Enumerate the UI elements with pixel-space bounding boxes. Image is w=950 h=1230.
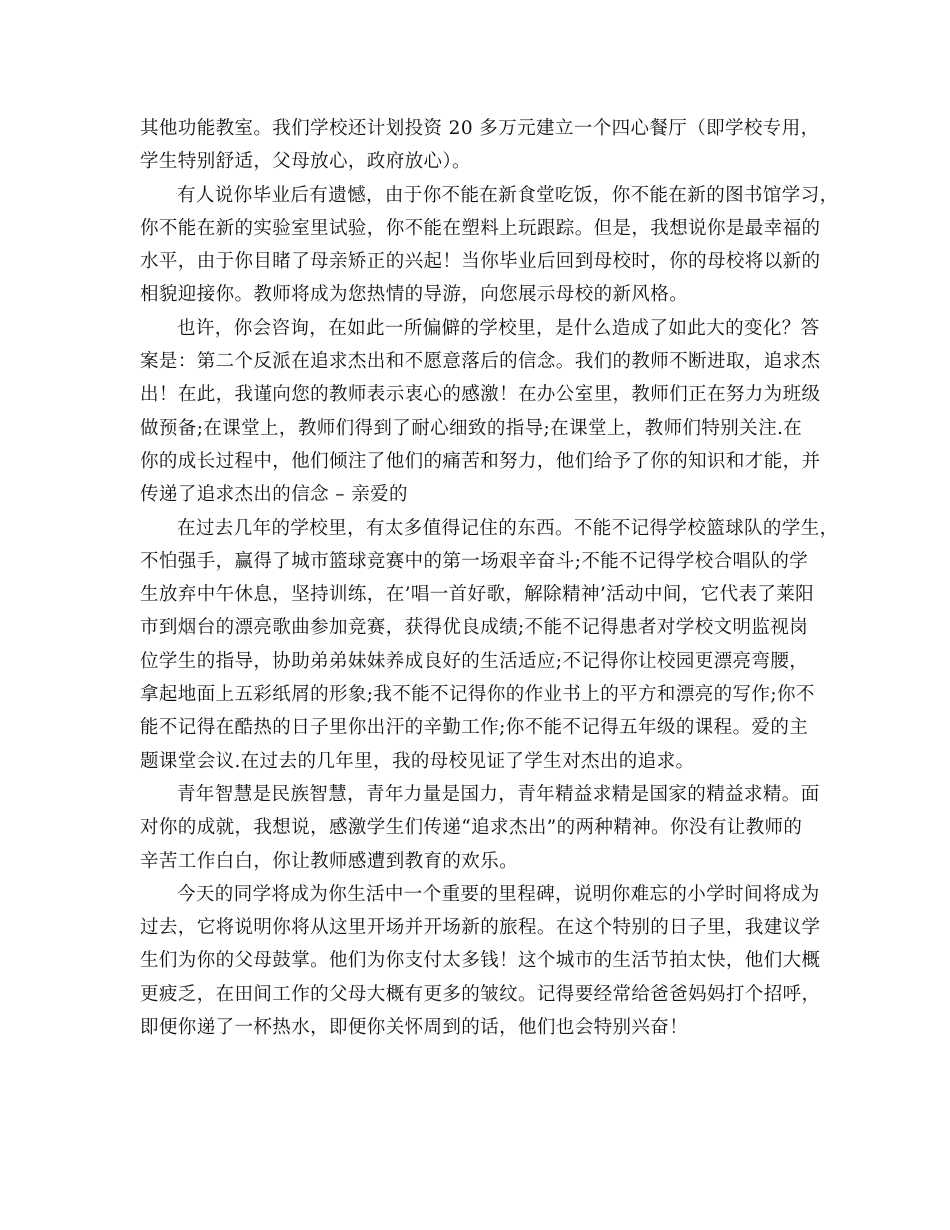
text-line: 你不能在新的实验室里试验，你不能在塑料上玩跟踪。但是，我想说你是最幸福的 (140, 217, 821, 239)
text-line: 能不记得在酷热的日子里你出汗的辛勤工作;你不能不记得五年级的课程。爱的主 (140, 717, 809, 739)
text-line: 拿起地面上五彩纸屑的形象;我不能不记得你的作业书上的平方和漂亮的写作;你不 (140, 684, 815, 706)
text-line: 做预备;在课堂上，教师们得到了耐心细致的指导;在课堂上，教师们特别关注.在 (140, 417, 803, 439)
text-line: 即便你递了一杯热水，即便你关怀周到的话，他们也会特别兴奋！ (140, 1017, 689, 1039)
text-line: 传递了追求杰出的信念 – 亲爱的 (140, 484, 408, 506)
text-line: 水平，由于你目睹了母亲矫正的兴起！当你毕业后回到母校时，你的母校将以新的 (140, 251, 821, 273)
text-line: 题课堂会议.在过去的几年里，我的母校见证了学生对杰出的追求。 (140, 750, 695, 772)
text-line: 在过去几年的学校里，有太多值得记住的东西。不能不记得学校篮球队的学生， (177, 517, 839, 539)
text-line: 出！在此，我谨向您的教师表示衷心的感激！在办公室里，教师们正在努力为班级 (140, 384, 821, 406)
text-line: 其他功能教室。我们学校还计划投资 20 多万元建立一个四心餐厅（即学校专用， (140, 118, 820, 139)
text-line: 也许，你会咨询，在如此一所偏僻的学校里，是什么造成了如此大的变化？答 (177, 317, 820, 339)
text-line: 辛苦工作白白，你让教师感遭到教育的欢乐。 (140, 850, 519, 872)
text-line: 位学生的指导，协助弟弟妹妹养成良好的生活适应;不记得你让校园更漂亮弯腰， (140, 650, 809, 672)
text-line: 不怕强手，赢得了城市篮球竞赛中的第一场艰辛奋斗;不能不记得学校合唱队的学 (140, 550, 809, 572)
text-line: 你的成长过程中，他们倾注了他们的痛苦和努力，他们给予了你的知识和才能，并 (140, 450, 821, 472)
text-line: 生放弃中午休息，坚持训练，在’唱一首好歌，解除精神’活动中间，它代表了莱阳 (140, 584, 815, 606)
text-line: 对你的成就，我想说，感激学生们传递“追求杰出”的两种精神。你没有让教师的 (140, 817, 803, 839)
text-line: 青年智慧是民族智慧，青年力量是国力，青年精益求精是国家的精益求精。面 (177, 783, 820, 805)
text-line: 生们为你的父母鼓掌。他们为你支付太多钱！这个城市的生活节拍太快，他们大概 (140, 950, 821, 972)
text-line: 学生特别舒适，父母放心，政府放心）。 (140, 151, 471, 173)
text-line: 更疲乏，在田间工作的父母大概有更多的皱纹。记得要经常给爸爸妈妈打个招呼， (140, 983, 821, 1005)
text-line: 今天的同学将成为你生活中一个重要的里程碑，说明你难忘的小学时间将成为 (177, 883, 820, 905)
text-line: 过去，它将说明你将从这里开场并开场新的旅程。在这个特别的日子里，我建议学 (140, 917, 821, 939)
text-line: 案是：第二个反派在追求杰出和不愿意落后的信念。我们的教师不断进取，追求杰 (140, 351, 821, 373)
text-line: 市到烟台的漂亮歌曲参加竞赛，获得优良成绩;不能不记得患者对学校文明监视岗 (140, 617, 809, 639)
text-line: 有人说你毕业后有遗憾，由于你不能在新食堂吃饭，你不能在新的图书馆学习， (177, 184, 839, 206)
text-line: 相貌迎接你。教师将成为您热情的导游，向您展示母校的新风格。 (140, 284, 689, 306)
document-body (140, 112, 839, 1044)
